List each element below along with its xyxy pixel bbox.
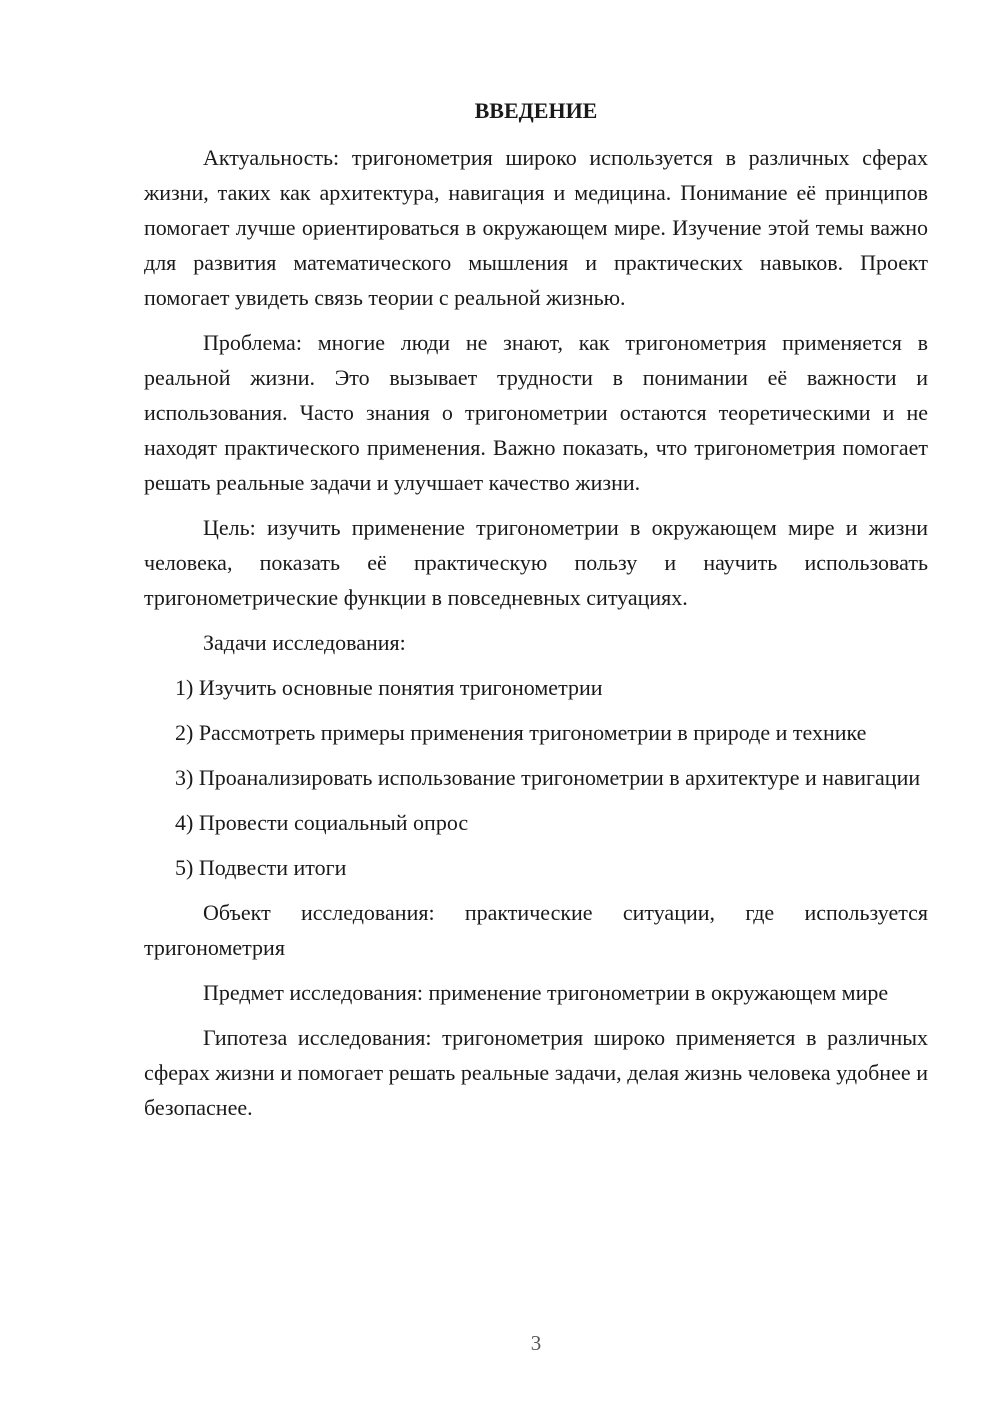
task-item-1: 1) Изучить основные понятия тригонометрии	[175, 675, 603, 700]
task-item-5: 5) Подвести итоги	[175, 855, 347, 880]
subject-paragraph: Предмет исследования: применение тригонометрии в окружающем мире	[203, 980, 889, 1005]
page-number: 3	[530, 1331, 542, 1355]
task-item-3: 3) Проанализировать использование тригонометрии в архитектуре и навигации	[175, 765, 921, 790]
goal-paragraph: Цель: изучить применение тригонометрии в окружающем мире и жизни человека, показать её практическую пользу и научить использовать тригонометрические функции в повседневных ситуациях.	[144, 515, 928, 610]
problem-paragraph: Проблема: многие люди не знают, как тригонометрия применяется в реальной жизни. Это вызывает трудности в понимании её важности и использования. Часто знания о тригонометрии остаются теоретическими и не находят практического применения. Важно показать, что тригонометрия помогает решать реальные задачи и улучшает качество жизни.	[144, 330, 928, 495]
section-title: ВВЕДЕНИЕ	[474, 98, 598, 123]
relevance-paragraph: Актуальность: тригонометрия широко используется в различных сферах жизни, таких как архитектура, навигация и медицина. Понимание её принципов помогает лучше ориентироваться в окружающем мире. Изучение этой темы важно для развития математического мышления и практических навыков. Проект помогает увидеть связь теории с реальной жизнью.	[144, 145, 928, 310]
task-item-2: 2) Рассмотреть примеры применения тригонометрии в природе и технике	[175, 720, 867, 745]
object-paragraph: Объект исследования: практические ситуации, где используется тригонометрия	[144, 900, 928, 960]
task-item-4: 4) Провести социальный опрос	[175, 810, 469, 835]
page-content	[144, 93, 928, 1135]
hypothesis-paragraph: Гипотеза исследования: тригонометрия широко применяется в различных сферах жизни и помогает решать реальные задачи, делая жизнь человека удобнее и безопаснее.	[144, 1025, 928, 1120]
tasks-heading: Задачи исследования:	[203, 630, 406, 655]
